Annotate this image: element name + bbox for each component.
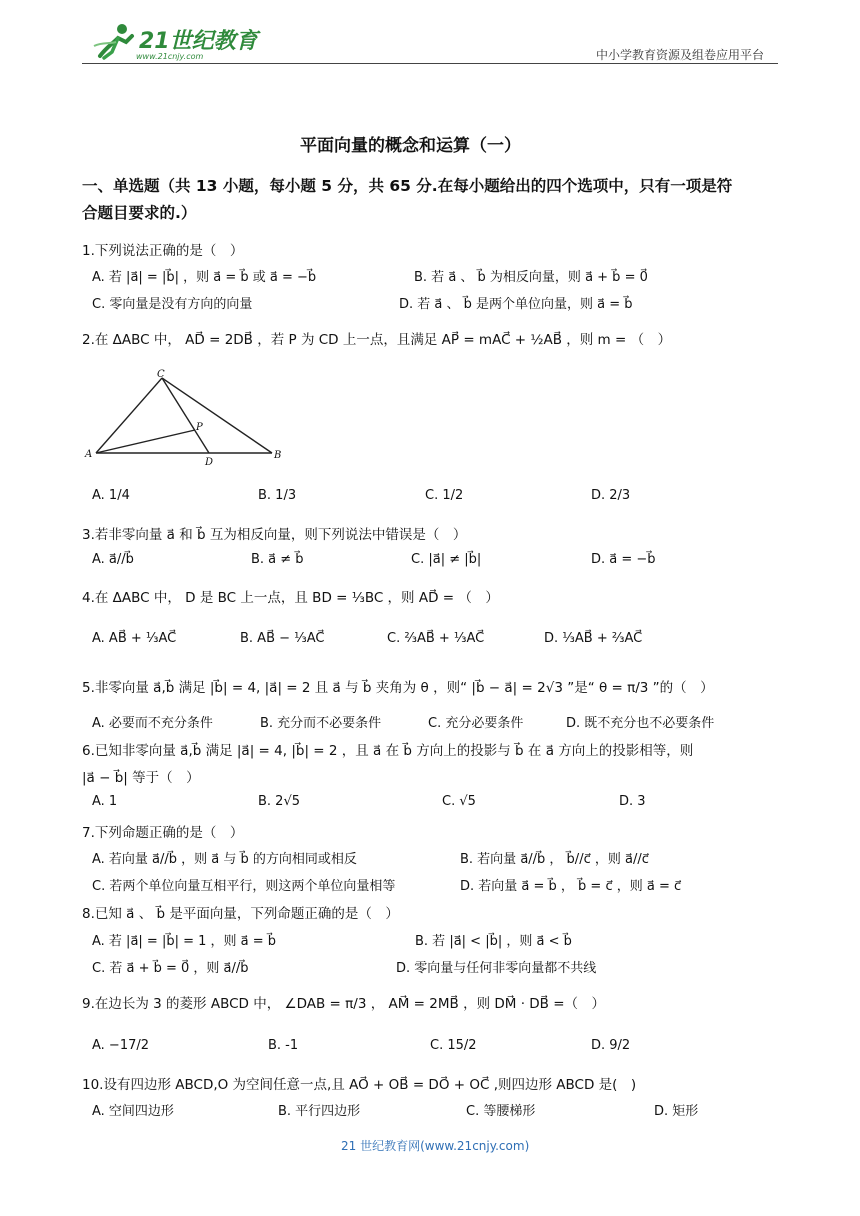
- question-stem: 4.在 ΔABC 中， D 是 BC 上一点，且 BD = ⅓BC ，则 AD⃗ = （ ）: [82, 590, 499, 606]
- option-d[interactable]: D. 3: [619, 794, 646, 809]
- option-a[interactable]: A. a⃗//b⃗: [92, 552, 134, 567]
- question-stem: 9.在边长为 3 的菱形 ABCD 中， ∠DAB = π/3 ， AM⃗ = 2MB⃗ ，则 DM⃗ · DB⃗ =（ ）: [82, 996, 606, 1012]
- option-a[interactable]: A. 若 |a⃗| = |b⃗| = 1 ，则 a⃗ = b⃗: [92, 934, 277, 949]
- question-stem: 5.非零向量 a⃗,b⃗ 满足 |b⃗| = 4, |a⃗| = 2 且 a⃗ 与 b⃗ 夹角为 θ ，则“ |b⃗ − a⃗| = 2√3 ”是“ θ = π/3 ”的（ ）: [82, 680, 714, 696]
- logo-url: www.21cnjy.com: [136, 52, 204, 61]
- option-b[interactable]: B. 若 |a⃗| < |b⃗| ，则 a⃗ < b⃗: [415, 934, 572, 949]
- figure-label-c: C: [157, 369, 165, 380]
- option-c[interactable]: C. |a⃗| ≠ |b⃗|: [411, 552, 482, 567]
- option-d[interactable]: D. 若向量 a⃗ = b⃗ ， b⃗ = c⃗ ，则 a⃗ = c⃗: [460, 879, 682, 894]
- option-d[interactable]: D. a⃗ = −b⃗: [591, 552, 656, 567]
- option-a[interactable]: A. 必要而不充分条件: [92, 716, 213, 731]
- option-c[interactable]: C. 1/2: [425, 488, 464, 503]
- question-stem: 3.若非零向量 a⃗ 和 b⃗ 互为相反向量，则下列说法中错误是（ ）: [82, 527, 467, 543]
- runner-logo-icon: [92, 22, 138, 60]
- triangle-figure: [82, 368, 292, 468]
- option-b[interactable]: B. 1/3: [258, 488, 297, 503]
- option-c[interactable]: C. 15/2: [430, 1038, 477, 1053]
- question-stem: 7.下列命题正确的是（ ）: [82, 825, 244, 841]
- option-d[interactable]: D. 零向量与任何非零向量都不共线: [396, 961, 597, 976]
- question-stem-line2: |a⃗ − b⃗| 等于（ ）: [82, 770, 200, 786]
- option-a[interactable]: A. 空间四边形: [92, 1104, 174, 1119]
- option-b[interactable]: B. a⃗ ≠ b⃗: [251, 552, 304, 567]
- option-c[interactable]: C. 零向量是没有方向的向量: [92, 297, 253, 312]
- option-a[interactable]: A. AB⃗ + ⅓AC⃗: [92, 631, 177, 646]
- section-heading-line1: 一、单选题（共 13 小题，每小题 5 分，共 65 分.在每小题给出的四个选项中，只有一项是符: [82, 177, 733, 195]
- question-stem: 6.已知非零向量 a⃗,b⃗ 满足 |a⃗| = 4, |b⃗| = 2 ，且 a⃗ 在 b⃗ 方向上的投影与 b⃗ 在 a⃗ 方向上的投影相等，则: [82, 743, 694, 759]
- option-b[interactable]: B. AB⃗ − ⅓AC⃗: [240, 631, 325, 646]
- option-b[interactable]: B. 2√5: [258, 794, 301, 809]
- figure-label-d: D: [205, 457, 214, 468]
- option-c[interactable]: C. 若 a⃗ + b⃗ = 0⃗ ，则 a⃗//b⃗: [92, 961, 249, 976]
- header-divider: [82, 63, 778, 64]
- option-d[interactable]: D. 若 a⃗ 、 b⃗ 是两个单位向量，则 a⃗ = b⃗: [399, 297, 633, 312]
- section-heading-line2: 合题目要求的.）: [82, 204, 197, 222]
- option-d[interactable]: D. 矩形: [654, 1104, 699, 1119]
- figure-label-p: P: [196, 422, 203, 433]
- option-c[interactable]: C. 等腰梯形: [466, 1104, 536, 1119]
- option-b[interactable]: B. 若 a⃗ 、 b⃗ 为相反向量，则 a⃗ + b⃗ = 0⃗: [414, 270, 648, 285]
- option-b[interactable]: B. -1: [268, 1038, 299, 1053]
- question-stem: 8.已知 a⃗ 、 b⃗ 是平面向量，下列命题正确的是（ ）: [82, 906, 399, 922]
- option-a[interactable]: A. 若向量 a⃗//b⃗ ，则 a⃗ 与 b⃗ 的方向相同或相反: [92, 852, 357, 867]
- question-stem: 1.下列说法正确的是（ ）: [82, 243, 244, 259]
- option-c[interactable]: C. 若两个单位向量互相平行，则这两个单位向量相等: [92, 879, 396, 894]
- option-c[interactable]: C. 充分必要条件: [428, 716, 524, 731]
- option-a[interactable]: A. 1/4: [92, 488, 130, 503]
- question-stem: 2.在 ΔABC 中， AD⃗ = 2DB⃗ ，若 P 为 CD 上一点，且满足 AP⃗ = mAC⃗ + ½AB⃗ ，则 m = （ ）: [82, 332, 672, 348]
- footer-link[interactable]: 21 世纪教育网(www.21cnjy.com): [341, 1139, 530, 1153]
- option-c[interactable]: C. ⅔AB⃗ + ⅓AC⃗: [387, 631, 485, 646]
- option-b[interactable]: B. 若向量 a⃗//b⃗ ， b⃗//c⃗ ，则 a⃗//c⃗: [460, 852, 649, 867]
- option-a[interactable]: A. 1: [92, 794, 118, 809]
- option-a[interactable]: A. −17/2: [92, 1038, 150, 1053]
- figure-label-b: B: [274, 450, 282, 461]
- platform-name: 中小学教育资源及组卷应用平台: [596, 48, 765, 62]
- option-d[interactable]: D. 9/2: [591, 1038, 631, 1053]
- doc-title: 平面向量的概念和运算（一）: [300, 136, 521, 156]
- option-d[interactable]: D. ⅓AB⃗ + ⅔AC⃗: [544, 631, 643, 646]
- option-d[interactable]: D. 既不充分也不必要条件: [566, 716, 715, 731]
- option-d[interactable]: D. 2/3: [591, 488, 631, 503]
- option-b[interactable]: B. 平行四边形: [278, 1104, 361, 1119]
- question-stem: 10.设有四边形 ABCD,O 为空间任意一点,且 AO⃗ + OB⃗ = DO⃗ + OC⃗ ,则四边形 ABCD 是( ): [82, 1077, 637, 1093]
- figure-label-a: A: [85, 449, 93, 460]
- option-a[interactable]: A. 若 |a⃗| = |b⃗| ，则 a⃗ = b⃗ 或 a⃗ = −b⃗: [92, 270, 317, 285]
- logo-text: 21世纪教育: [139, 29, 258, 54]
- option-c[interactable]: C. √5: [442, 794, 476, 809]
- option-b[interactable]: B. 充分而不必要条件: [260, 716, 382, 731]
